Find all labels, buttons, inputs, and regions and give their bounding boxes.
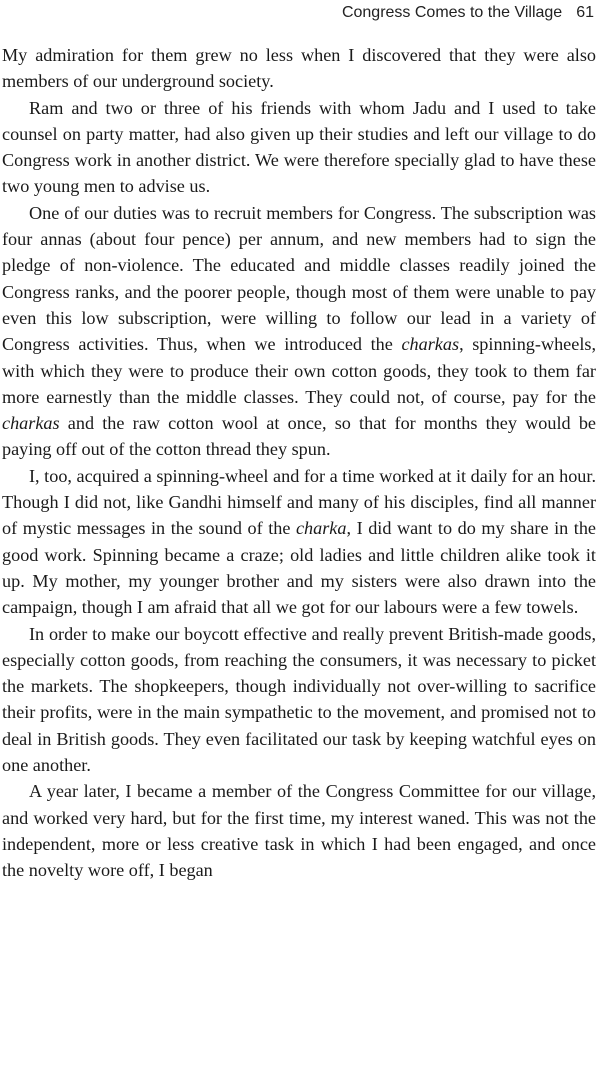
text-run: , I did want to do my share in the good work. Spinning became a craze; old ladies and little children alike took it up. My mother, my younger brother and my sisters were also drawn into the campaign, though I am afraid that all we got for our labours were a few towels.	[2, 518, 596, 618]
text-run: and the raw cotton wool at once, so that for months they would be paying off out of the cotton thread they spun.	[2, 413, 596, 460]
text-run: My admiration for them grew no less when I discovered that they were also members of our underground society.	[2, 45, 596, 92]
italic-term: charka	[295, 518, 347, 539]
text-run: I, too, acquired a spinning-wheel and for a time worked at it daily for an hour. Though I did not, like Gandhi himself and many of his disciples, find all manner of mystic messages in the sound of the	[2, 465, 596, 539]
text-run: A year later, I became a member of the Congress Committee for our village, and worked very hard, but for the first time, my interest waned. This was not the independent, more or less creative task in which I had been engaged, and once the novelty wore off, I began	[2, 781, 596, 881]
text-run: , spinning-wheels, with which they were to produce their own cotton goods, they took to them far more earnestly than the middle classes. They could not, of course, pay for the	[2, 334, 596, 407]
running-title: Congress Comes to the Village	[341, 4, 563, 21]
italic-term: charkas	[401, 334, 460, 355]
italic-term: charkas	[2, 413, 60, 434]
paragraph	[2, 42, 596, 95]
paragraph	[2, 778, 596, 883]
paragraph	[2, 200, 596, 463]
running-head	[342, 0, 594, 26]
paragraph	[2, 463, 596, 621]
body-text	[2, 42, 596, 884]
text-run: One of our duties was to recruit members for Congress. The subscription was four annas (about four pence) per annum, and new members had to sign the pledge of non-violence. The educated and middle classes readily joined the Congress ranks, and the poorer people, though most of them were unable to pay even this low subscription, were willing to follow our lead in a variety of Congress activities. Thus, when we introduced the	[2, 202, 596, 355]
text-run: In order to make our boycott effective and really prevent British-made goods, especially cotton goods, from reaching the consumers, it was necessary to picket the markets. The shopkeepers, though individually not over-willing to sacrifice their profits, were in the main sympathetic to the movement, and promised not to deal in British goods. They even facilitated our task by keeping watchful eyes on one another.	[2, 623, 596, 776]
paragraph	[2, 621, 596, 779]
text-run: Ram and two or three of his friends with whom Jadu and I used to take counsel on party matter, had also given up their studies and left our village to do Congress work in another district. We were therefore specially glad to have these two young men to advise us.	[2, 97, 596, 197]
paragraph	[2, 95, 596, 200]
page-number: 61	[576, 4, 594, 21]
